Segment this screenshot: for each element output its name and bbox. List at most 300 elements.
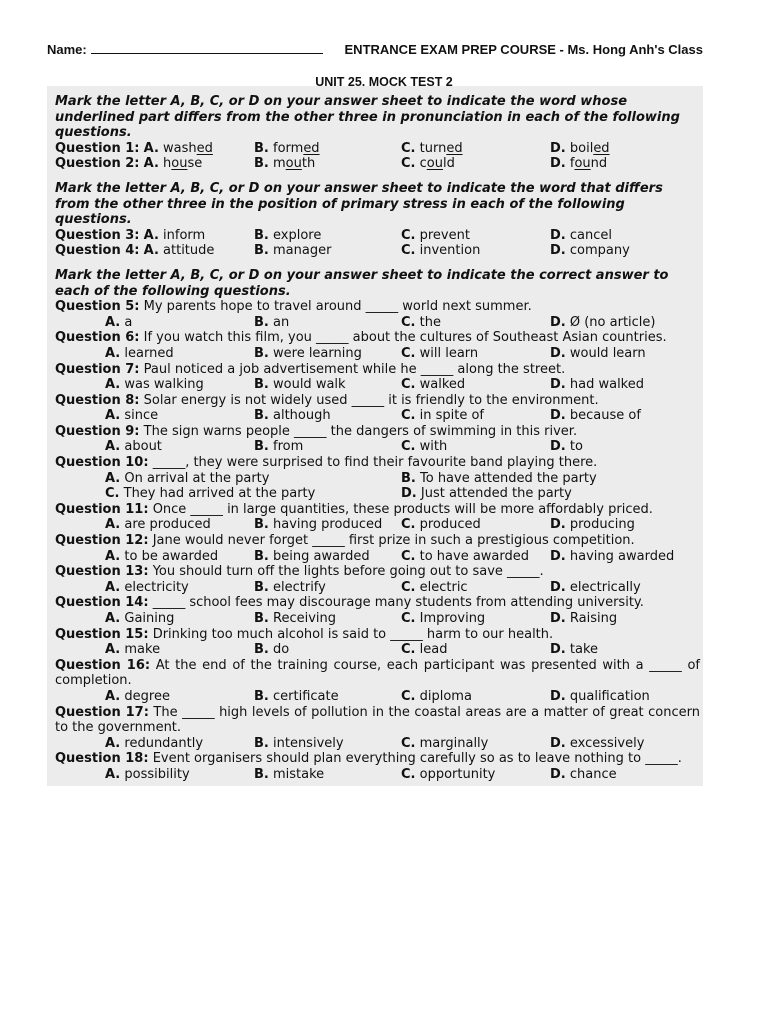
option-text: are produced	[124, 517, 211, 533]
question-text: You should turn off the lights before going out to save _____.	[152, 564, 544, 580]
option-word-end: ld	[442, 156, 455, 172]
question	[55, 455, 700, 502]
question	[55, 330, 700, 361]
answer-option[interactable]	[55, 243, 254, 259]
option-text: Receiving	[273, 611, 337, 626]
option-letter: B.	[254, 688, 269, 704]
option-word-start: form	[273, 140, 304, 156]
option-text: an	[273, 314, 290, 330]
answer-option[interactable]	[550, 228, 700, 244]
question	[55, 243, 700, 259]
question-stem	[55, 658, 700, 689]
answer-option[interactable]	[254, 315, 401, 331]
option-letter: B.	[401, 470, 416, 486]
option-text: since	[124, 408, 159, 424]
question-label: Question 11:	[55, 501, 149, 517]
option-text: electrify	[273, 579, 326, 595]
answer-options	[55, 471, 700, 502]
question-label: Question 5:	[55, 299, 140, 315]
option-letter: B.	[254, 140, 269, 156]
option-letter: C.	[401, 345, 416, 361]
option-text: being awarded	[273, 548, 370, 564]
option-letter: D.	[550, 688, 566, 704]
option-text: They had arrived at the party	[123, 486, 316, 502]
option-letter: B.	[254, 243, 269, 259]
question-stem	[55, 424, 700, 440]
option-letter: D.	[550, 735, 566, 751]
question-text: If you watch this film, you _____ about the cultures of Southeast Asian countries.	[143, 330, 667, 346]
answer-options	[55, 141, 700, 157]
option-text: having produced	[273, 517, 383, 533]
question	[55, 424, 700, 455]
answer-option[interactable]	[55, 689, 254, 705]
option-text: the	[419, 314, 441, 330]
option-text: in spite of	[419, 408, 485, 424]
question	[55, 228, 700, 244]
question	[55, 362, 700, 393]
question-label: Question 1:	[55, 140, 140, 156]
answer-options	[55, 689, 700, 705]
answer-option[interactable]	[550, 517, 700, 533]
option-letter: A.	[105, 470, 121, 486]
question-section	[55, 181, 700, 259]
option-letter: D.	[550, 243, 566, 259]
question-label: Question 8:	[55, 392, 140, 408]
page-header	[47, 42, 703, 57]
answer-option[interactable]	[550, 689, 700, 705]
section-instruction: Mark the letter A, B, C, or D on your answer sheet to indicate the correct answer to each of the following questions.	[55, 267, 669, 299]
option-text: On arrival at the party	[124, 470, 270, 486]
unit-title: UNIT 25. MOCK TEST 2	[315, 75, 453, 89]
question-stem	[55, 330, 700, 346]
option-letter: A.	[105, 408, 121, 424]
option-text: was walking	[124, 377, 204, 393]
option-text: mistake	[273, 766, 325, 782]
option-text: Ø (no article)	[569, 314, 656, 330]
question-stem	[55, 299, 700, 315]
answer-option[interactable]	[254, 549, 401, 565]
answer-option[interactable]	[401, 517, 550, 533]
option-underlined-part: ou	[285, 156, 302, 172]
answer-option[interactable]	[55, 439, 254, 455]
option-word-start: explore	[273, 227, 322, 243]
option-letter: A.	[143, 140, 159, 156]
question-stem	[55, 705, 700, 736]
answer-options	[55, 642, 700, 658]
question-stem	[55, 502, 700, 518]
option-text: Raising	[569, 611, 618, 626]
answer-option[interactable]	[254, 689, 401, 705]
option-word-end: nd	[590, 156, 608, 172]
question-text: The _____ high levels of pollution in the coastal areas are a matter of great concern to the government.	[55, 704, 700, 736]
option-text: redundantly	[124, 735, 204, 751]
answer-option[interactable]	[401, 408, 550, 424]
answer-options	[55, 517, 700, 533]
question-label: Question 17:	[55, 704, 149, 720]
answer-option[interactable]	[550, 642, 700, 658]
option-text: Improving	[419, 611, 486, 626]
option-letter: A.	[105, 688, 121, 704]
answer-option[interactable]	[254, 580, 401, 596]
answer-option[interactable]	[401, 439, 550, 455]
option-text: intensively	[273, 735, 344, 751]
question-label: Question 15:	[55, 626, 149, 642]
option-letter: B.	[254, 439, 269, 455]
answer-option[interactable]	[254, 767, 401, 783]
option-text: about	[124, 439, 162, 455]
course-title: ENTRANCE EXAM PREP COURSE - Ms. Hong Anh's Class	[344, 42, 703, 57]
answer-option[interactable]	[401, 471, 700, 487]
option-letter: D.	[550, 314, 566, 330]
option-word-start: m	[273, 156, 286, 172]
option-text: electricity	[124, 579, 189, 595]
answer-option[interactable]	[254, 517, 401, 533]
option-word-start: turn	[419, 140, 447, 156]
question-text: Solar energy is not widely used _____ it is friendly to the environment.	[143, 392, 599, 408]
answer-option[interactable]	[254, 156, 401, 172]
answer-options	[55, 439, 700, 455]
answer-option[interactable]	[550, 767, 700, 783]
answer-option[interactable]	[55, 471, 401, 487]
answer-option[interactable]	[550, 156, 700, 172]
option-letter: D.	[550, 611, 566, 626]
option-letter: A.	[105, 517, 121, 533]
option-letter: D.	[550, 548, 566, 564]
option-text: diploma	[419, 688, 472, 704]
question-text: _____ school fees may discourage many students from attending university.	[152, 595, 644, 611]
answer-option[interactable]	[401, 642, 550, 658]
answer-option[interactable]	[254, 346, 401, 362]
answer-option[interactable]	[401, 377, 550, 393]
answer-option[interactable]	[55, 156, 254, 172]
option-letter: C.	[401, 735, 416, 751]
question-stem	[55, 455, 700, 471]
option-letter: A.	[105, 314, 121, 330]
option-letter: D.	[550, 766, 566, 782]
option-letter: A.	[105, 345, 121, 361]
option-letter: D.	[550, 156, 566, 172]
answer-option[interactable]	[55, 517, 254, 533]
option-letter: C.	[401, 611, 416, 626]
question-text: Once _____ in large quantities, these products will be more affordably priced.	[152, 501, 653, 517]
question-text: Drinking too much alcohol is said to _____ harm to our health.	[152, 626, 554, 642]
option-underlined-part: ed	[593, 140, 610, 156]
question	[55, 751, 700, 782]
option-word-start: cancel	[569, 227, 612, 243]
answer-option[interactable]	[55, 580, 254, 596]
option-letter: C.	[401, 227, 416, 243]
option-text: producing	[569, 517, 635, 533]
section-instruction: Mark the letter A, B, C, or D on your answer sheet to indicate the word whose underlined part differs from the other three in pronunciation in each of the following questions.	[55, 94, 680, 141]
answer-option[interactable]	[55, 315, 254, 331]
answer-option[interactable]	[550, 243, 700, 259]
question-section	[55, 268, 700, 783]
option-letter: D.	[550, 517, 566, 533]
question-stem	[55, 533, 700, 549]
option-underlined-part: ed	[303, 140, 320, 156]
answer-option[interactable]	[401, 767, 550, 783]
answer-option[interactable]	[401, 243, 550, 259]
option-letter: A.	[143, 243, 159, 259]
question	[55, 502, 700, 533]
answer-option[interactable]	[401, 689, 550, 705]
question-text: Jane would never forget _____ first prize in such a prestigious competition.	[152, 533, 635, 549]
option-text: would learn	[569, 345, 646, 361]
answer-option[interactable]	[254, 377, 401, 393]
answer-option[interactable]	[550, 549, 700, 565]
option-text: a	[124, 314, 133, 330]
answer-option[interactable]	[401, 486, 700, 502]
answer-options	[55, 156, 700, 172]
answer-option[interactable]	[401, 141, 550, 157]
question-label: Question 12:	[55, 533, 149, 549]
name-blank-line	[91, 43, 323, 54]
option-letter: A.	[105, 642, 121, 658]
option-text: excessively	[569, 735, 645, 751]
option-word-end: th	[301, 156, 316, 172]
answer-option[interactable]	[254, 141, 401, 157]
option-letter: C.	[401, 377, 416, 393]
option-letter: D.	[550, 408, 566, 424]
option-letter: C.	[401, 408, 416, 424]
option-letter: B.	[254, 579, 269, 595]
answer-option[interactable]	[55, 228, 254, 244]
answer-option[interactable]	[254, 642, 401, 658]
option-letter: B.	[254, 408, 269, 424]
option-word-start: prevent	[419, 227, 470, 243]
question-stem	[55, 627, 700, 643]
exam-content	[55, 94, 700, 783]
option-letter: A.	[143, 227, 159, 243]
answer-option[interactable]	[55, 767, 254, 783]
answer-option[interactable]	[550, 736, 700, 752]
option-letter: C.	[401, 579, 416, 595]
option-letter: C.	[401, 766, 416, 782]
answer-option[interactable]	[401, 156, 550, 172]
answer-options	[55, 346, 700, 362]
option-letter: A.	[105, 548, 121, 564]
option-word-start: wash	[163, 140, 197, 156]
answer-option[interactable]	[550, 439, 700, 455]
option-word-start: manager	[273, 243, 332, 259]
option-letter: A.	[105, 611, 121, 626]
answer-options	[55, 377, 700, 393]
answer-option[interactable]	[550, 141, 700, 157]
option-text: to be awarded	[124, 548, 219, 564]
question-label: Question 4:	[55, 243, 140, 259]
answer-option[interactable]	[254, 439, 401, 455]
option-text: lead	[419, 642, 448, 658]
option-text: take	[569, 642, 599, 658]
option-letter: C.	[401, 156, 416, 172]
option-text: chance	[569, 766, 617, 782]
option-underlined-part: ou	[574, 156, 591, 172]
answer-options	[55, 549, 700, 565]
answer-option[interactable]	[550, 346, 700, 362]
question-label: Question 2:	[55, 156, 140, 172]
answer-option[interactable]	[254, 408, 401, 424]
option-text: will learn	[419, 345, 479, 361]
question-stem	[55, 751, 700, 767]
answer-options	[55, 611, 700, 627]
name-field	[47, 42, 323, 57]
option-letter: D.	[401, 486, 417, 502]
option-text: to	[569, 439, 583, 455]
answer-options	[55, 243, 700, 259]
answer-options	[55, 315, 700, 331]
option-text: walked	[419, 377, 466, 393]
answer-option[interactable]	[55, 408, 254, 424]
option-letter: A.	[105, 377, 121, 393]
answer-option[interactable]	[401, 549, 550, 565]
answer-option[interactable]	[401, 228, 550, 244]
answer-option[interactable]	[401, 611, 550, 627]
option-letter: A.	[105, 579, 121, 595]
answer-option[interactable]	[254, 611, 401, 627]
section-instruction: Mark the letter A, B, C, or D on your answer sheet to indicate the word that differs from the other three in the position of primary stress in each of the following questions.	[55, 180, 663, 228]
option-letter: D.	[550, 439, 566, 455]
answer-option[interactable]	[254, 243, 401, 259]
answer-option[interactable]	[401, 346, 550, 362]
answer-options	[55, 767, 700, 783]
option-underlined-part: ou	[171, 156, 188, 172]
option-text: electric	[419, 579, 468, 595]
question	[55, 533, 700, 564]
option-letter: C.	[401, 243, 416, 259]
option-word-start: boil	[569, 140, 594, 156]
option-word-start: f	[569, 156, 575, 172]
option-text: because of	[569, 408, 641, 424]
question	[55, 564, 700, 595]
question-text: At the end of the training course, each participant was presented with a _____ of completion.	[55, 657, 700, 689]
answer-option[interactable]	[254, 228, 401, 244]
option-letter: B.	[254, 377, 269, 393]
option-word-start: h	[163, 156, 172, 172]
option-text: electrically	[569, 579, 641, 595]
answer-option[interactable]	[550, 408, 700, 424]
answer-option[interactable]	[55, 486, 401, 502]
question-label: Question 7:	[55, 361, 140, 377]
option-text: Just attended the party	[420, 486, 572, 502]
question-label: Question 18:	[55, 751, 149, 767]
option-text: had walked	[569, 377, 644, 393]
answer-option[interactable]	[55, 141, 254, 157]
option-letter: C.	[401, 517, 416, 533]
option-letter: B.	[254, 345, 269, 361]
question	[55, 156, 700, 172]
answer-options	[55, 228, 700, 244]
option-text: possibility	[124, 766, 190, 782]
option-text: with	[419, 439, 448, 455]
answer-option[interactable]	[55, 549, 254, 565]
option-letter: C.	[105, 486, 120, 502]
answer-options	[55, 736, 700, 752]
question-stem	[55, 595, 700, 611]
option-word-start: invention	[419, 243, 481, 259]
option-letter: B.	[254, 517, 269, 533]
option-letter: C.	[401, 642, 416, 658]
name-label: Name:	[47, 42, 87, 57]
option-text: do	[273, 642, 290, 658]
question-text: Paul noticed a job advertisement while he _____ along the street.	[143, 361, 566, 377]
option-text: make	[124, 642, 161, 658]
question-label: Question 14:	[55, 595, 149, 611]
answer-option[interactable]	[401, 315, 550, 331]
option-letter: B.	[254, 227, 269, 243]
option-letter: B.	[254, 735, 269, 751]
option-text: marginally	[419, 735, 489, 751]
answer-option[interactable]	[550, 611, 700, 627]
option-text: learned	[124, 345, 174, 361]
answer-option[interactable]	[55, 346, 254, 362]
option-letter: A.	[143, 156, 159, 172]
question-stem	[55, 362, 700, 378]
question-label: Question 3:	[55, 227, 140, 243]
option-word-start: c	[419, 156, 427, 172]
answer-option[interactable]	[401, 580, 550, 596]
answer-option[interactable]	[55, 611, 254, 627]
option-text: to have awarded	[419, 548, 530, 564]
answer-option[interactable]	[254, 736, 401, 752]
answer-option[interactable]	[55, 377, 254, 393]
option-letter: D.	[550, 227, 566, 243]
option-underlined-part: ed	[196, 140, 213, 156]
question	[55, 141, 700, 157]
option-text: To have attended the party	[420, 470, 597, 486]
option-text: were learning	[273, 345, 362, 361]
question-label: Question 9:	[55, 423, 140, 439]
option-letter: B.	[254, 156, 269, 172]
answer-options	[55, 408, 700, 424]
option-letter: C.	[401, 688, 416, 704]
option-letter: C.	[401, 439, 416, 455]
option-letter: A.	[105, 766, 121, 782]
answer-option[interactable]	[55, 642, 254, 658]
option-letter: D.	[550, 345, 566, 361]
option-underlined-part: ed	[446, 140, 463, 156]
answer-option[interactable]	[550, 580, 700, 596]
answer-option[interactable]	[401, 736, 550, 752]
question	[55, 393, 700, 424]
question-text: The sign warns people _____ the dangers of swimming in this river.	[143, 423, 578, 439]
question-text: _____, they were surprised to find their favourite band playing there.	[152, 455, 598, 471]
answer-option[interactable]	[550, 377, 700, 393]
question	[55, 627, 700, 658]
question-stem	[55, 564, 700, 580]
option-text: produced	[419, 517, 481, 533]
option-text: qualification	[569, 688, 650, 704]
option-text: opportunity	[419, 766, 496, 782]
option-letter: B.	[254, 548, 269, 564]
option-letter: D.	[550, 579, 566, 595]
option-letter: D.	[550, 140, 566, 156]
option-text: degree	[124, 688, 170, 704]
answer-options	[55, 580, 700, 596]
answer-option[interactable]	[550, 315, 700, 331]
question-section	[55, 94, 700, 172]
question	[55, 299, 700, 330]
option-word-start: company	[569, 243, 630, 259]
question-label: Question 16:	[55, 657, 151, 673]
option-text: from	[273, 439, 304, 455]
question	[55, 705, 700, 752]
option-word-start: attitude	[163, 243, 215, 259]
option-text: would walk	[273, 377, 346, 393]
option-word-start: inform	[163, 227, 206, 243]
answer-option[interactable]	[55, 736, 254, 752]
option-letter: C.	[401, 314, 416, 330]
option-letter: D.	[550, 642, 566, 658]
